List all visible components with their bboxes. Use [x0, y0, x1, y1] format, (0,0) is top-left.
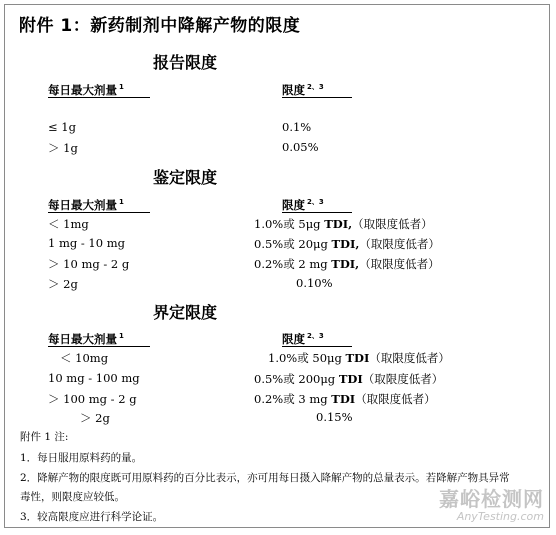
- note-item: 1．每日服用原料药的量。: [20, 452, 143, 464]
- limit-cell: 0.15%: [316, 410, 353, 424]
- header-underline: [48, 97, 150, 98]
- header-max-daily-dose: 每日最大剂量 $^1$: [48, 332, 124, 346]
- header-underline: [282, 346, 352, 347]
- limit-cell: 0.2%或 3 mg TDI（取限度低者）: [254, 392, 436, 406]
- notes-heading: 附件 1 注:: [20, 431, 69, 443]
- header-underline: [48, 212, 150, 213]
- section-heading-qualification: 界定限度: [153, 303, 218, 322]
- dose-cell: ≤ 1g: [48, 120, 76, 134]
- dose-cell: ＜ 10mg: [60, 351, 109, 365]
- header-underline: [282, 212, 352, 213]
- header-underline: [48, 346, 150, 347]
- header-limit: 限度 $^{2、3}$: [282, 332, 324, 346]
- dose-cell: ＞ 2g: [80, 411, 110, 425]
- dose-cell: ＞ 2g: [48, 277, 78, 291]
- limit-cell: 0.2%或 2 mg TDI,（取限度低者）: [254, 257, 440, 271]
- watermark-cn-text: 嘉峪检测网: [439, 487, 544, 511]
- watermark: [439, 483, 544, 523]
- dose-cell: 1 mg - 10 mg: [48, 236, 125, 250]
- limit-cell: 0.10%: [296, 276, 333, 290]
- header-limit: 限度 $^{2、3}$: [282, 83, 324, 97]
- limit-cell: 0.1%: [282, 120, 312, 134]
- note-item: 3．较高限度应进行科学论证。: [20, 511, 164, 523]
- watermark-en-text: AnyTesting.com: [456, 510, 544, 523]
- header-underline: [282, 97, 352, 98]
- section-heading-identification: 鉴定限度: [153, 168, 218, 187]
- header-max-daily-dose: 每日最大剂量 $^1$: [48, 83, 124, 97]
- limit-cell: 0.5%或 200μg TDI（取限度低者）: [254, 372, 444, 386]
- page-title: 附件 1：新药制剂中降解产物的限度: [19, 16, 301, 36]
- note-item: 毒性，则限度应较低。: [20, 491, 125, 503]
- dose-cell: ＞ 10 mg - 2 g: [48, 257, 130, 271]
- section-heading-reporting: 报告限度: [153, 53, 218, 72]
- header-max-daily-dose: 每日最大剂量 $^1$: [48, 198, 124, 212]
- header-limit: 限度 $^{2、3}$: [282, 198, 324, 212]
- dose-cell: ＞ 1g: [48, 141, 78, 155]
- limit-cell: 1.0%或 5μg TDI,（取限度低者）: [254, 217, 433, 231]
- dose-cell: 10 mg - 100 mg: [48, 371, 140, 385]
- dose-cell: ＞ 100 mg - 2 g: [48, 392, 137, 406]
- dose-cell: ＜ 1mg: [48, 217, 89, 231]
- limit-cell: 0.5%或 20μg TDI,（取限度低者）: [254, 237, 440, 251]
- note-item: 2．降解产物的限度既可用原料药的百分比表示，亦可用每日摄入降解产物的总量表示。若降解产物具异常: [20, 472, 510, 484]
- limit-cell: 0.05%: [282, 140, 319, 154]
- limit-cell: 1.0%或 50μg TDI（取限度低者）: [268, 351, 450, 365]
